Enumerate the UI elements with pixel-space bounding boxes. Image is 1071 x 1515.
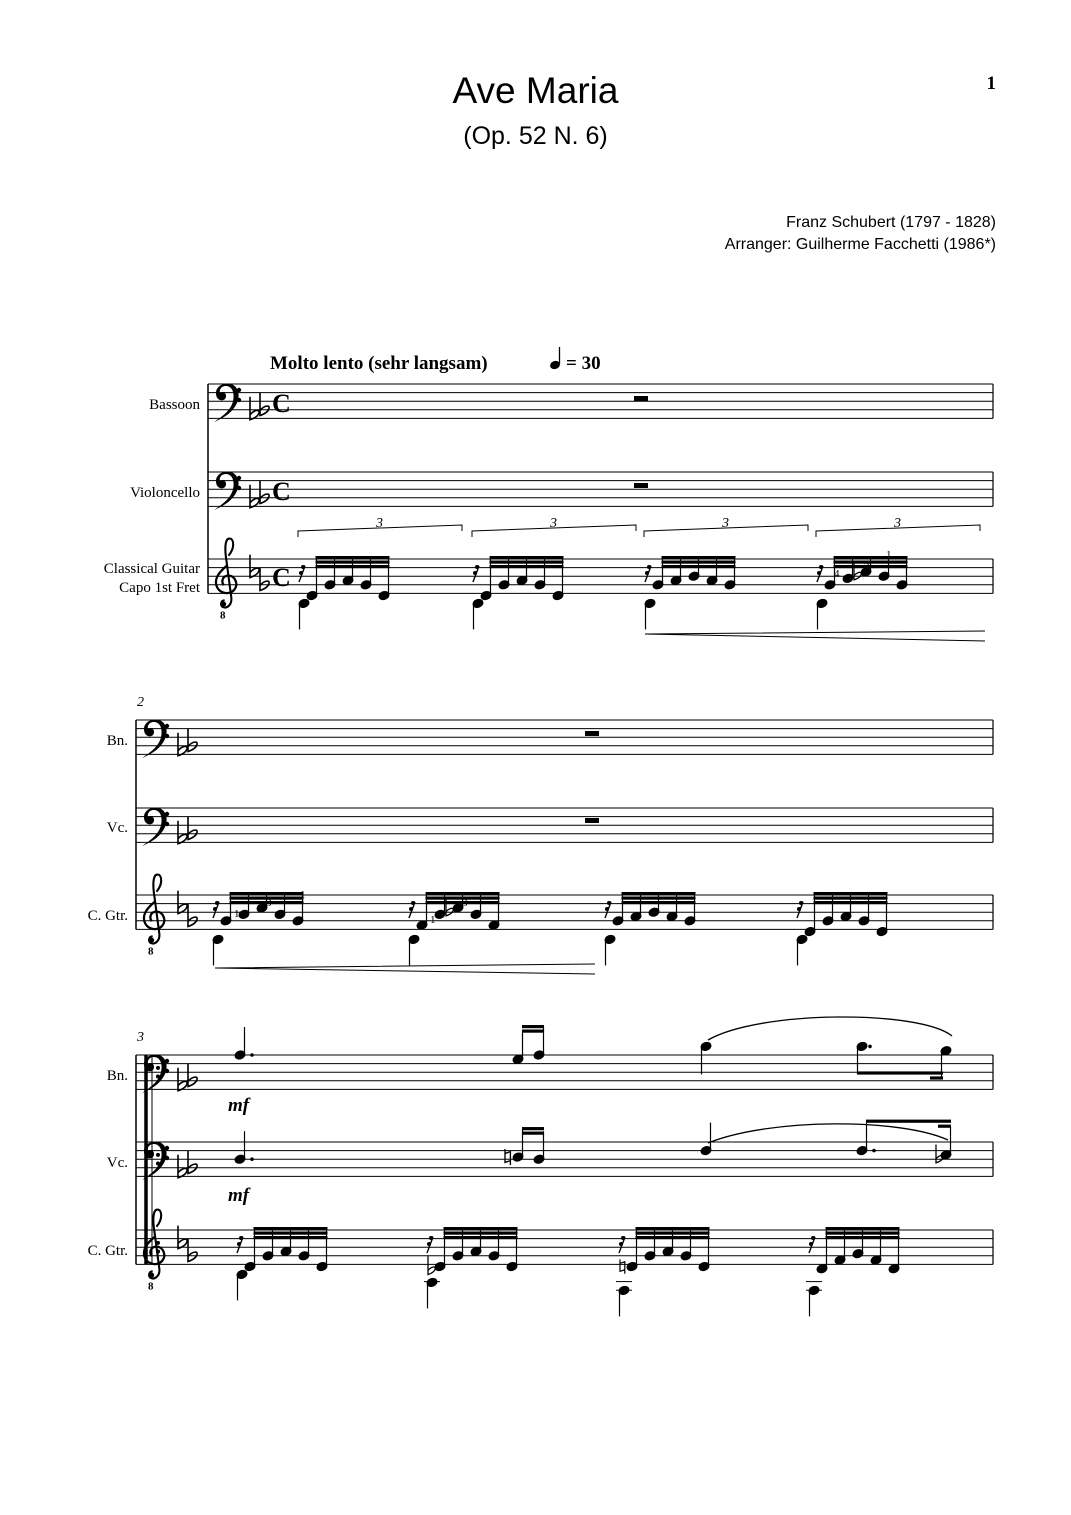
beam <box>826 1236 900 1239</box>
fingering: 3 <box>462 897 468 909</box>
augmentation-dot <box>250 1157 254 1161</box>
bass-clef-icon <box>142 719 169 758</box>
page-subtitle: (Op. 52 N. 6) <box>463 122 608 150</box>
arranger-credit: Arranger: Guilherme Facchetti (1986*) <box>724 236 996 253</box>
whole-rest <box>585 731 599 736</box>
time-signature: C <box>272 563 291 592</box>
beam <box>490 556 564 559</box>
instrument-name-guitar: Classical Guitar <box>103 561 200 577</box>
bass-clef-icon <box>214 471 241 510</box>
beam <box>866 1120 951 1123</box>
beam <box>814 897 888 900</box>
instrument-short-guitar: C. Gtr. <box>87 1243 128 1259</box>
beam <box>857 1071 943 1074</box>
augmentation-dot <box>868 1045 872 1049</box>
instrument-short-bassoon: Bn. <box>106 1068 128 1084</box>
whole-rest <box>634 483 648 488</box>
instrument-name-bassoon: Bassoon <box>149 397 200 413</box>
tempo-text: Molto lento (sehr langsam) <box>270 353 488 374</box>
tuplet-number: 3 <box>550 516 557 531</box>
beam <box>254 1227 328 1230</box>
beam <box>622 901 696 904</box>
flat-icon <box>178 1226 187 1249</box>
beam <box>834 561 908 564</box>
tuplet-number: 3 <box>376 516 383 531</box>
treble-clef-icon <box>216 539 236 608</box>
instrument-short-cello: Vc. <box>106 820 128 836</box>
flat-icon <box>178 1155 187 1178</box>
beam <box>662 565 736 568</box>
instrument-short-cello: Vc. <box>106 1155 128 1171</box>
instrument-short-bassoon: Bn. <box>106 733 128 749</box>
fingering: 3 <box>864 561 870 573</box>
beam <box>814 901 888 904</box>
beam <box>622 897 696 900</box>
flat-icon <box>188 904 197 927</box>
flat-icon <box>178 1068 187 1091</box>
beam <box>490 561 564 564</box>
beam <box>254 1236 328 1239</box>
octave-mark: 8 <box>148 945 154 958</box>
beam <box>316 556 390 559</box>
beam <box>230 892 304 895</box>
instrument-name-cello: Violoncello <box>130 485 200 501</box>
augmentation-dot <box>872 1149 876 1153</box>
whole-rest <box>585 818 599 823</box>
beam <box>444 1236 518 1239</box>
composer-credit: Franz Schubert (1797 - 1828) <box>786 214 996 231</box>
augmentation-dot <box>250 1053 254 1057</box>
time-signature: C <box>272 389 291 418</box>
beam <box>814 892 888 895</box>
dynamic-marking: mf <box>228 1185 250 1206</box>
beam <box>826 1227 900 1230</box>
octave-mark: 8 <box>148 1280 154 1293</box>
whole-rest <box>634 396 648 401</box>
flat-icon <box>250 485 259 508</box>
repeat-dot <box>156 1066 160 1070</box>
beam <box>522 1132 544 1135</box>
beam <box>636 1236 710 1239</box>
beam <box>636 1227 710 1230</box>
fingering: 3 <box>266 897 272 909</box>
beam <box>622 892 696 895</box>
beam <box>834 556 908 559</box>
fingering: 1 <box>300 889 306 901</box>
page-title: Ave Maria <box>452 70 619 111</box>
beam <box>444 1232 518 1235</box>
flat-icon <box>428 1256 435 1274</box>
flat-icon <box>260 481 269 504</box>
beam <box>938 1125 951 1128</box>
measure-number: 2 <box>137 695 144 710</box>
tuplet-number: 3 <box>894 516 901 531</box>
guitar-measure-2 <box>212 889 888 974</box>
beam <box>522 1030 544 1033</box>
measure-3 <box>234 1017 952 1316</box>
octave-mark: 8 <box>220 609 226 622</box>
bass-clef-icon <box>142 807 169 846</box>
flat-icon <box>178 821 187 844</box>
flat-icon <box>250 555 259 578</box>
beam <box>522 1025 544 1028</box>
tuplet-number: 3 <box>722 516 729 531</box>
crescendo-hairpin <box>645 631 985 641</box>
crescendo-hairpin <box>215 964 595 974</box>
repeat-dot <box>156 1153 160 1157</box>
fingering: 1 <box>886 549 892 561</box>
beam <box>316 561 390 564</box>
beam <box>662 561 736 564</box>
beam <box>426 892 500 895</box>
flat-icon <box>178 891 187 914</box>
beam <box>490 565 564 568</box>
flat-icon <box>188 1239 197 1262</box>
flat-icon <box>854 562 861 580</box>
fingering: 1 <box>430 914 436 926</box>
fingering: 1 <box>234 908 240 920</box>
flat-icon <box>446 898 453 916</box>
measure-number: 3 <box>137 1030 144 1045</box>
slur <box>708 1124 948 1143</box>
flat-icon <box>188 1064 197 1087</box>
beam <box>316 565 390 568</box>
flat-icon <box>250 397 259 420</box>
flat-icon <box>178 733 187 756</box>
instrument-short-guitar: C. Gtr. <box>87 908 128 924</box>
beam <box>636 1232 710 1235</box>
beam <box>826 1232 900 1235</box>
beam <box>930 1076 943 1079</box>
dynamic-marking: mf <box>228 1095 250 1116</box>
slur <box>708 1017 952 1040</box>
bass-clef-icon <box>214 383 241 422</box>
flat-icon <box>260 568 269 591</box>
flat-icon <box>260 393 269 416</box>
beam <box>834 565 908 568</box>
guitar-measure-1 <box>298 516 985 641</box>
page-number: 1 <box>986 73 996 94</box>
flat-icon <box>188 817 197 840</box>
natural-icon <box>505 1149 510 1165</box>
treble-clef-icon <box>144 875 164 944</box>
fingering: 4 <box>834 568 840 580</box>
beam <box>254 1232 328 1235</box>
beam <box>444 1227 518 1230</box>
flat-icon <box>188 1151 197 1174</box>
beam <box>662 556 736 559</box>
natural-icon <box>620 1259 625 1273</box>
staff-lines <box>136 384 993 1264</box>
tempo-value: = 30 <box>566 353 601 374</box>
instrument-name-guitar-capo: Capo 1st Fret <box>119 580 200 596</box>
beam <box>522 1127 544 1130</box>
time-signature: C <box>272 477 291 506</box>
flat-icon <box>188 729 197 752</box>
